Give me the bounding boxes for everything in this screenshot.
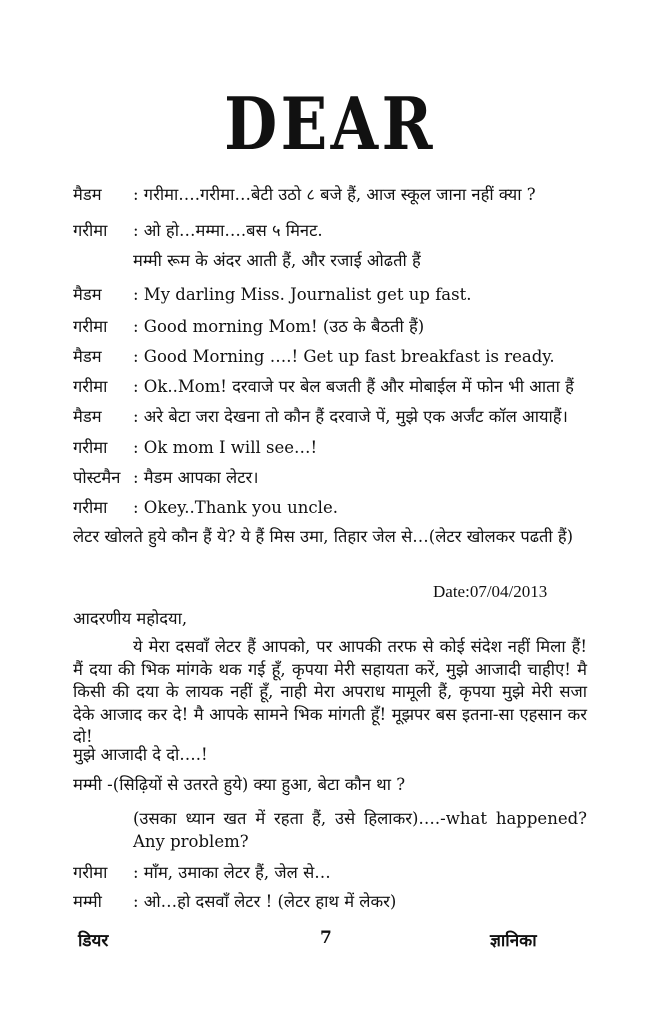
stage-note: (उसका ध्यान खत में रहता हैं, उसे हिलाकर)….-what happened? Any problem? [133,809,587,851]
speaker: मम्मी [73,892,102,911]
dialogue-line [73,406,568,428]
letter-close: मुझे आजादी दे दो….! [73,745,208,764]
line-text: : मैडम आपका लेटर। [133,468,259,487]
mummy-line: मम्मी -(सिढ़ियों से उतरते हुये) क्या हुआ, बेटा कौन था ? [73,775,406,794]
dialogue-line [73,220,323,242]
letter-body: ये मेरा दसवाँ लेटर हैं आपको, पर आपकी तरफ से कोई संदेश नहीं मिला हैं! मैं दया की भिक मांगके थक गई हूँ, कृपया मेरी सहायता करें, मुझे आजादी चाहीए! मै किसी की दया के लायक नहीं हूँ, नाही मेरा अपराध मामूली हैं, कृपया मुझे मेरी सजा देके आजाद कर दे! मै आपके सामने भिक मांगती हूँ! मूझपर बस इतना-सा एहसान कर दो! [73,637,587,746]
dialogue-line [73,862,331,884]
line-text: : ओ…हो दसवाँ लेटर ! (लेटर हाथ में लेकर) [133,892,397,911]
salutation: आदरणीय महोदया, [73,609,188,628]
line-text: : ओ हो…मम्मा….बस ५ मिनट. [133,221,323,240]
dialogue-line [73,184,536,206]
speaker: गरीमा [73,221,108,240]
footer-left: डियर [78,931,109,951]
line-text: : गरीमा….गरीमा…बेटी उठो ८ बजे हैं, आज स्कूल जाना नहीं क्या ? [133,185,536,204]
speaker: गरीमा [73,438,108,457]
speaker: मैडम [73,285,102,304]
dialogue-line [73,316,424,338]
letter-date: Date:07/04/2013 [433,582,548,601]
speaker: गरीमा [73,317,108,336]
line-text: : Good Morning ….! Get up fast breakfast is ready. [133,347,555,366]
dialogue-line [73,284,471,306]
dialogue-line [73,497,338,519]
speaker: मैडम [73,185,102,204]
line-text: : मॉंम, उमाका लेटर हैं, जेल से… [133,863,331,882]
dialogue-line [73,891,396,913]
line-text: : Good morning Mom! (उठ के बैठती हैं) [133,317,425,336]
page-number: 7 [320,928,332,948]
line-text: : My darling Miss. Journalist get up fast. [133,285,472,304]
speaker: गरीमा [73,377,108,396]
narration: लेटर खोलते हुये कौन हैं ये? ये हैं मिस उमा, तिहार जेल से…(लेटर खोलकर पढती हैं) [73,527,574,546]
speaker: गरीमा [73,863,108,882]
page-title: DEAR [224,81,436,166]
line-text: : Ok..Mom! दरवाजे पर बेल बजती हैं और मोबाईल में फोन भी आता हैं [133,377,574,396]
line-text: : Ok mom I will see…! [133,438,318,457]
line-text: : Okey..Thank you uncle. [133,498,338,517]
dialogue-line [73,376,574,398]
speaker: मैडम [73,407,102,426]
footer-right: ज्ञानिका [490,931,537,951]
dialogue-line [73,467,259,489]
speaker: गरीमा [73,498,108,517]
stage-direction: मम्मी रूम के अंदर आती हैं, और रजाई ओढती हैं [133,251,421,270]
line-text: : अरे बेटा जरा देखना तो कौन हैं दरवाजे पें, मुझे एक अर्जंट कॉल आयाहैं। [133,407,568,426]
dialogue-line [73,346,555,368]
speaker: मैडम [73,347,102,366]
dialogue-line [73,437,317,459]
speaker: पोस्टमैन [73,468,121,487]
